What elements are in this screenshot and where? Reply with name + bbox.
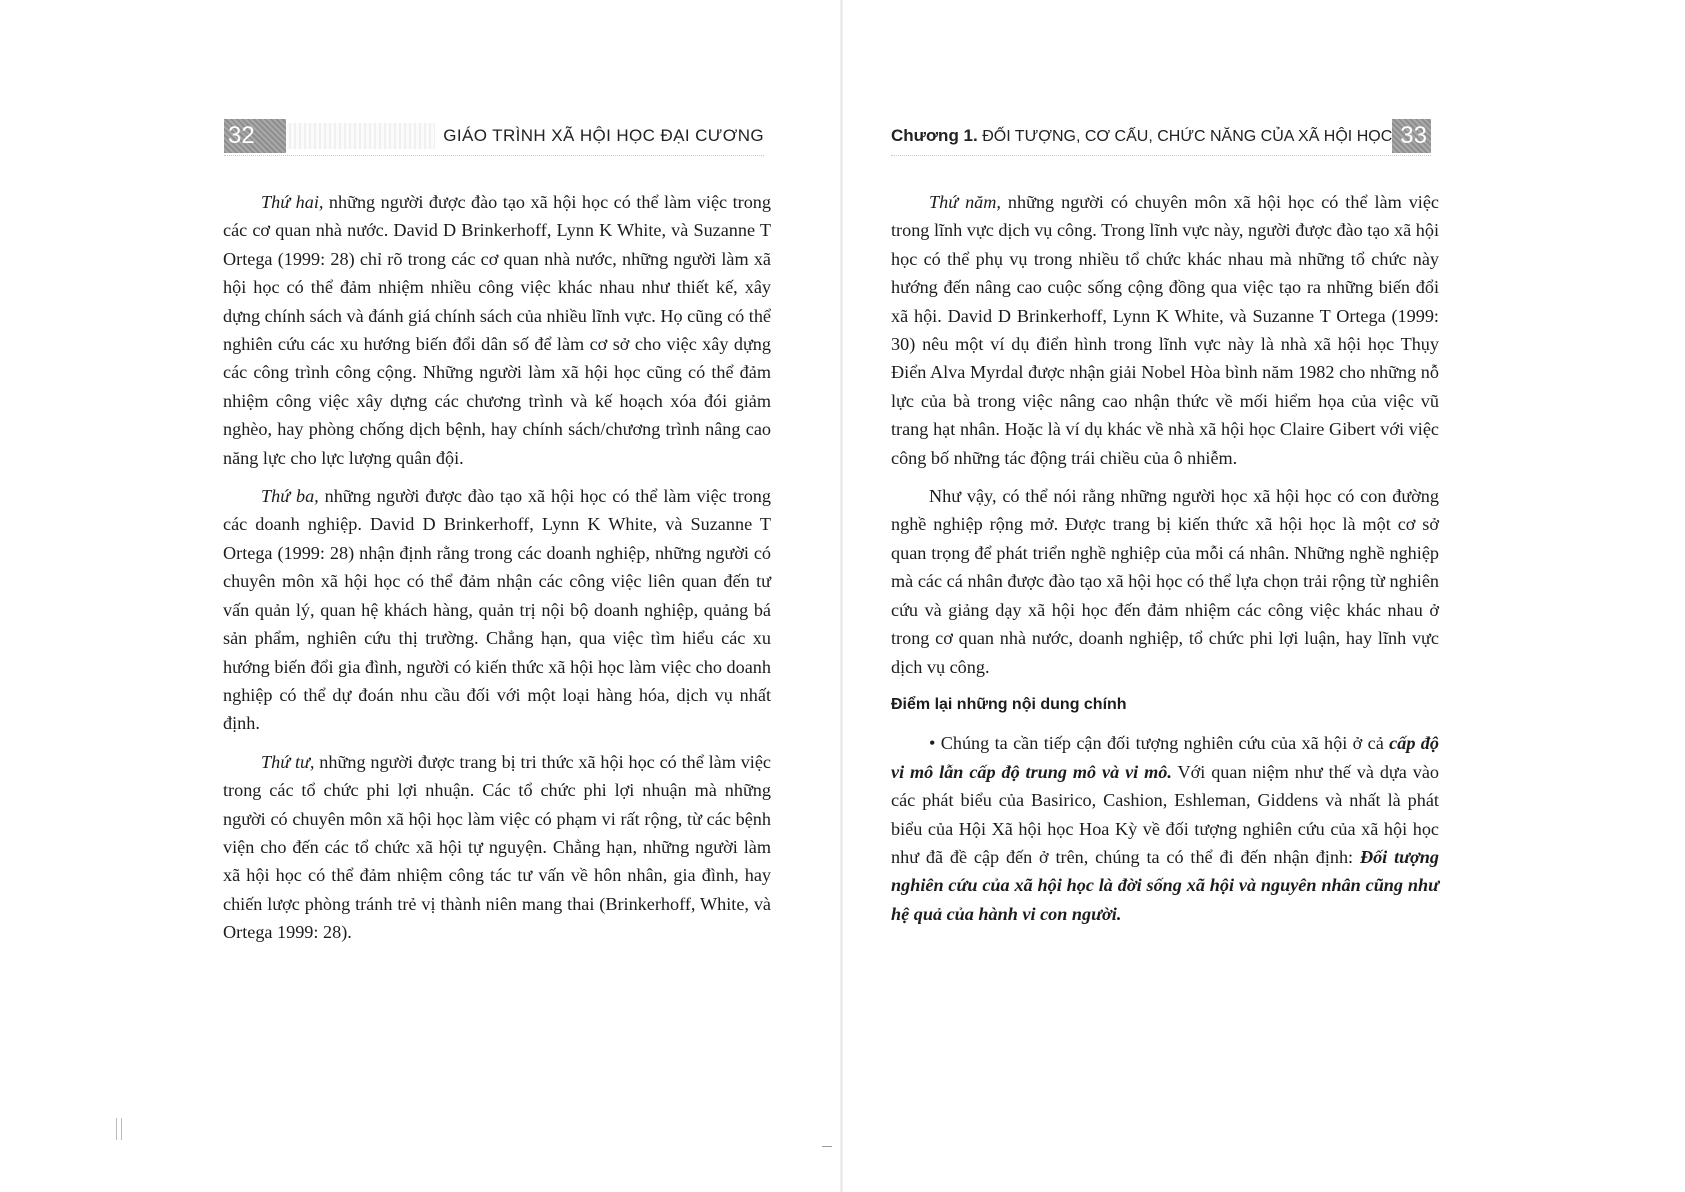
left-body-text (223, 188, 771, 957)
paragraph-lead: Thứ tư, (261, 751, 315, 772)
chapter-heading (891, 126, 1392, 146)
header-shading (286, 123, 435, 149)
paragraph-body: những người có chuyên môn xã hội học có thể làm việc trong lĩnh vực dịch vụ công. Trong lĩnh vực này, người được đào tạo xã hội học có thể phụ vụ trong nhiều tổ chức khác nhau mà những tổ chức này hướng đến nâng cao cuộc sống cộng đồng qua việc tạo ra những biến đổi xã hội. David D Brinkerhoff, Lynn K White, và Suzanne T Ortega (1999: 30) nêu một ví dụ điển hình trong lĩnh vực này là nhà xã hội học Thụy Điển Alva Myrdal được nhận giải Nobel Hòa bình năm 1982 cho những nỗ lực của bà trong việc nâng cao nhận thức về mối hiểm họa của việc vũ trang hạt nhân. Hoặc là ví dụ khác về nhà xã hội học Claire Gibert với việc công bố những tác động trái chiều của ô nhiễm. (891, 192, 1439, 468)
right-page (843, 0, 1685, 1192)
right-page-number: 33 (1392, 119, 1431, 153)
chapter-label: Chương 1. (891, 126, 978, 145)
left-page (0, 0, 842, 1192)
right-running-header (891, 120, 1431, 152)
paragraph-body: những người được đào tạo xã hội học có thể làm việc trong các cơ quan nhà nước. David D Brinkerhoff, Lynn K White, và Suzanne T Ortega (1999: 28) chỉ rõ trong các cơ quan nhà nước, những người làm xã hội học có thể đảm nhiệm nhiều công việc khác nhau như thiết kế, xây dựng chính sách và đánh giá chính sách của nhiều lĩnh vực. Họ cũng có thể nghiên cứu các xu hướng biến đổi dân số để làm cơ sở cho việc xây dựng các công trình công cộng. Những người làm xã hội học cũng có thể đảm nhiệm công việc xây dựng các chương trình và kế hoạch xóa đói giảm nghèo, hay phòng chống dịch bệnh, hay chính sách/chương trình nâng cao năng lực cho lực lượng quân đội. (223, 192, 772, 468)
bullet-text: Với quan niệm như thế và dựa vào các phát biểu của Basirico, Cashion, Eshleman, Giddens và nhất là phát biểu của Hội Xã hội học Hoa Kỳ về đối tượng nghiên cứu của xã hội học như đã đề cập đến ở trên, chúng ta có thể đi đến nhận định: (891, 761, 1439, 867)
header-rule (891, 155, 1431, 157)
paragraph-body: những người được đào tạo xã hội học có thể làm việc trong các doanh nghiệp. David D Brinkerhoff, Lynn K White, và Suzanne T Ortega (1999: 28) nhận định rằng trong các doanh nghiệp, những người có chuyên môn xã hội học có thể đảm nhận các công việc liên quan đến tư vấn quản lý, quan hệ khách hàng, quản trị nội bộ doanh nghiệp, quảng bá sản phẩm, nghiên cứu thị trường. Chẳng hạn, qua việc tìm hiểu các xu hướng biến đổi gia đình, người có kiến thức xã hội học làm việc cho doanh nghiệp có thể dự đoán nhu cầu đối với một loại hàng hóa, dịch vụ nhất định. (223, 486, 771, 734)
paragraph-lead: Thứ ba, (261, 486, 319, 507)
scan-binding-mark (116, 1118, 122, 1140)
section-heading: Điểm lại những nội dung chính (891, 695, 1127, 713)
footer-mark (822, 1146, 832, 1147)
paragraph-lead: Thứ hai, (261, 192, 324, 212)
bullet-emphasis: cấp độ vi mô lẫn cấp độ trung mô và vi mô. (891, 733, 1439, 782)
right-body-text (891, 188, 1439, 938)
paragraph-lead: Thứ năm, (929, 192, 1001, 212)
header-rule (224, 155, 764, 157)
bullet-marker: • (929, 733, 936, 754)
chapter-title: ĐỐI TƯỢNG, CƠ CẤU, CHỨC NĂNG CỦA XÃ HỘI HỌC (982, 128, 1393, 145)
paragraph-body: những người được trang bị tri thức xã hội học có thể làm việc trong các tổ chức phi lợi nhuận. Các tổ chức phi lợi nhuận mà những người có chuyên môn xã hội học làm việc có phạm vi rất rộng, từ các bệnh viện cho đến các tổ chức xã hội tự nguyện. Chẳng hạn, những người làm xã hội học có thể đảm nhiệm công tác tư vấn về hôn nhân, gia đình, hay chiến lược phòng tránh trẻ vị thành niên mang thai (Brinkerhoff, White, và Ortega 1999: 28). (223, 751, 771, 943)
bullet-summary (891, 729, 1439, 928)
paragraph-thu-ba (223, 482, 771, 738)
paragraph-nhu-vay: Như vậy, có thể nói rằng những người học xã hội học có con đường nghề nghiệp rộng mở. Được trang bị kiến thức xã hội học là một cơ sở quan trọng để phát triển nghề nghiệp của mỗi cá nhân. Những nghề nghiệp mà các cá nhân được đào tạo xã hội học có thể lựa chọn trải rộng từ nghiên cứu và giảng dạy xã hội học đến đảm nhiệm các công việc khác nhau ở trong cơ quan nhà nước, doanh nghiệp, tổ chức phi lợi luận, hay lĩnh vực dịch vụ công. (891, 486, 1439, 677)
left-page-number: 32 (224, 119, 286, 153)
bullet-emphasis: Đối tượng nghiên cứu của xã hội học là đời sống xã hội và nguyên nhân cũng như hệ quả của hành vi con người. (891, 846, 1439, 924)
book-title: GIÁO TRÌNH XÃ HỘI HỌC ĐẠI CƯƠNG (443, 126, 764, 145)
paragraph-thu-nam (891, 188, 1439, 472)
bullet-text: Chúng ta cần tiếp cận đối tượng nghiên cứu của xã hội ở cả (935, 733, 1390, 754)
paragraph-thu-tu (223, 748, 771, 947)
paragraph-thu-hai (223, 188, 771, 472)
left-running-header (224, 120, 764, 152)
